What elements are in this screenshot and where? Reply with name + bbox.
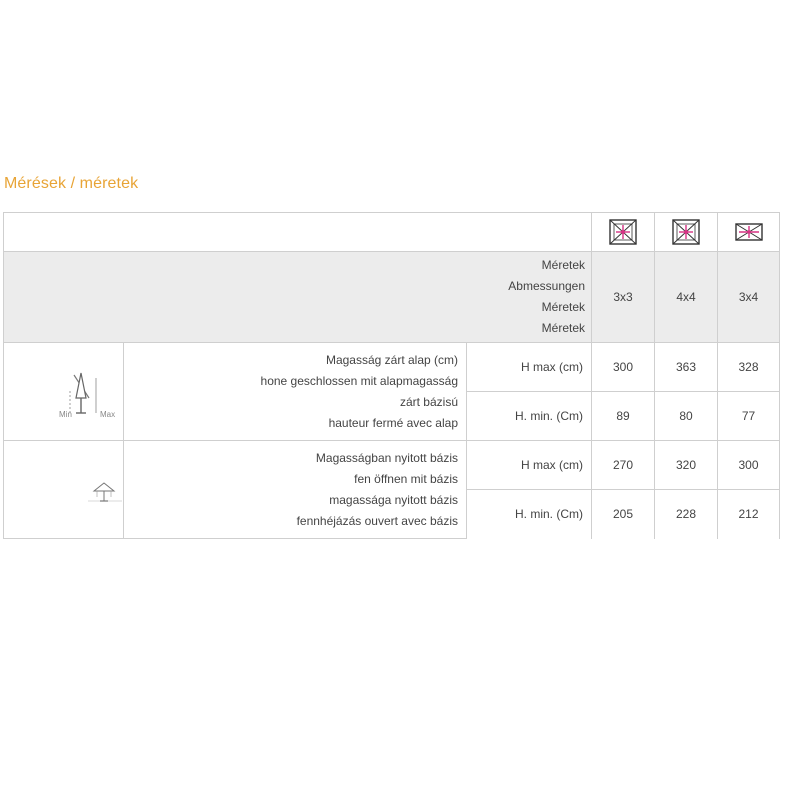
description-cell (124, 343, 467, 441)
value-cell: 363 (655, 343, 718, 392)
square-canopy-icon (609, 219, 637, 245)
dimension-label: Abmessungen (508, 279, 586, 293)
square-canopy-icon (672, 219, 700, 245)
table-row (4, 343, 780, 392)
open-umbrella-diagram-icon (4, 441, 124, 531)
description-line: magassága nyitott bázis (329, 492, 458, 507)
value-cell: 270 (592, 441, 655, 490)
value-cell: 205 (592, 490, 655, 539)
row-label-hmax: H max (cm) (467, 343, 592, 392)
row-label-hmin: H. min. (Cm) (467, 392, 592, 441)
value-cell: 328 (718, 343, 780, 392)
description-cell (124, 441, 467, 539)
diagram-min-label: Min (59, 410, 72, 419)
table-row (4, 441, 780, 490)
closed-umbrella-diagram-icon (4, 343, 124, 433)
value-cell: 77 (718, 392, 780, 441)
section-title: Mérések / méretek (4, 175, 139, 192)
dimension-label: Méretek (541, 300, 586, 314)
diagram-cell (4, 343, 124, 441)
row-label-hmin: H. min. (Cm) (467, 490, 592, 539)
description-line: fen öffnen mit bázis (354, 471, 458, 486)
size-icon-cell-2 (655, 213, 718, 252)
size-3x4: 3x4 (718, 252, 780, 343)
dimensions-row (4, 252, 780, 343)
description-line: Magasság zárt alap (cm) (325, 352, 458, 367)
description-line: zárt bázisú (399, 394, 458, 409)
size-4x4: 4x4 (655, 252, 718, 343)
dimension-label: Méretek (541, 321, 586, 335)
header-blank-cell (4, 213, 592, 252)
value-cell: 300 (592, 343, 655, 392)
description-line: hone geschlossen mit alapmagasság (260, 373, 458, 388)
size-icon-cell-1 (592, 213, 655, 252)
row-label-hmax: H max (cm) (467, 441, 592, 490)
description-line: Magasságban nyitott bázis (315, 450, 458, 465)
description-line: hauteur fermé avec alap (328, 415, 458, 430)
description-line: fennhéjázás ouvert avec bázis (296, 513, 458, 528)
value-cell: 228 (655, 490, 718, 539)
dimensions-label-cell (4, 252, 592, 343)
value-cell: 212 (718, 490, 780, 539)
diagram-max-label: Max (100, 410, 116, 419)
rectangle-canopy-icon (735, 223, 763, 241)
measurements-table (3, 212, 780, 539)
dimension-label: Méretek (541, 258, 586, 272)
value-cell: 80 (655, 392, 718, 441)
value-cell: 89 (592, 392, 655, 441)
size-3x3: 3x3 (592, 252, 655, 343)
value-cell: 320 (655, 441, 718, 490)
icon-header-row (4, 213, 780, 252)
size-icon-cell-3 (718, 213, 780, 252)
value-cell: 300 (718, 441, 780, 490)
diagram-cell (4, 441, 124, 539)
